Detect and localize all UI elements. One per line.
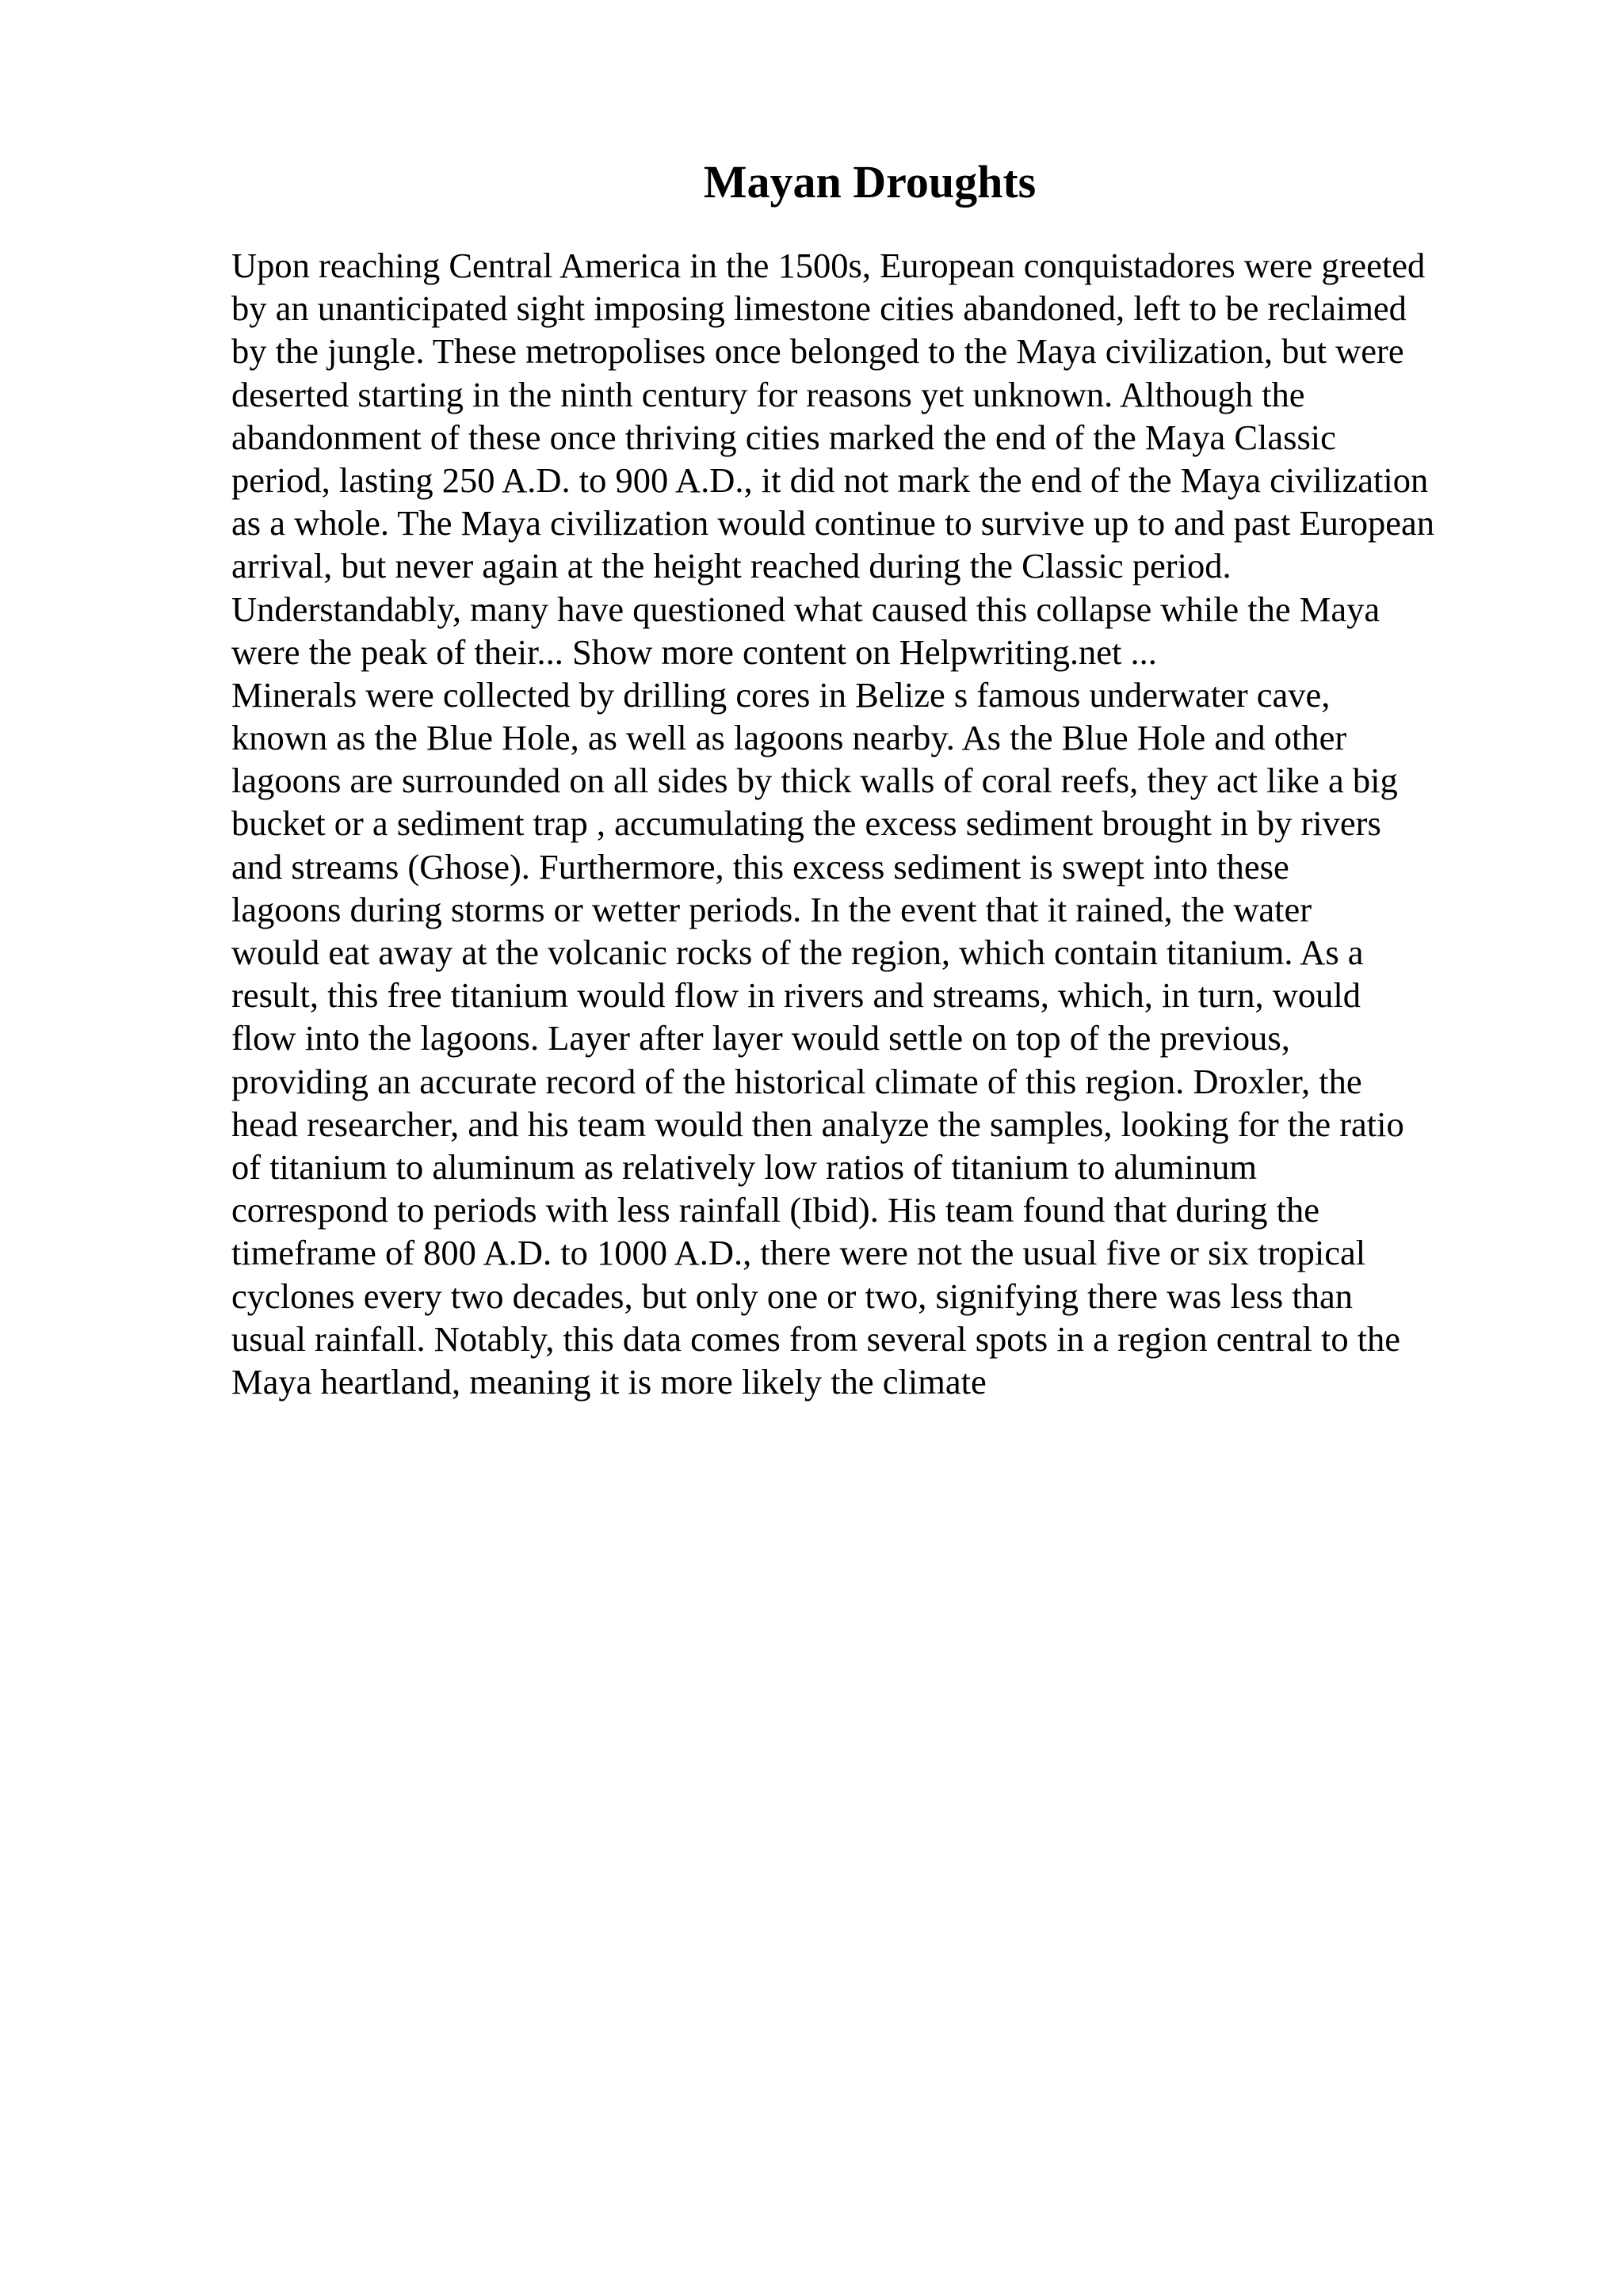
text-line: lagoons are surrounded on all sides by thick walls of coral reefs, they act like a big	[231, 761, 1398, 801]
text-line: by an unanticipated sight imposing limestone cities abandoned, left to be reclaimed	[231, 288, 1407, 329]
text-line: of titanium to aluminum as relatively low ratios of titanium to aluminum	[231, 1146, 1257, 1187]
text-line: result, this free titanium would flow in rivers and streams, which, in turn, would	[231, 975, 1361, 1016]
text-line: bucket or a sediment trap , accumulating the excess sediment brought in by rivers	[231, 803, 1381, 844]
text-line: deserted starting in the ninth century for reasons yet unknown. Although the	[231, 374, 1305, 414]
text-line: known as the Blue Hole, as well as lagoons nearby. As the Blue Hole and other	[231, 718, 1347, 758]
text-line: head researcher, and his team would then analyze the samples, looking for the ratio	[231, 1104, 1404, 1144]
text-line: Understandably, many have questioned what caused this collapse while the Maya	[231, 589, 1381, 629]
text-line: providing an accurate record of the historical climate of this region. Droxler, the	[231, 1061, 1362, 1101]
text-line: Upon reaching Central America in the 1500s, European conquistadores were greeted	[231, 246, 1426, 285]
text-line: timeframe of 800 A.D. to 1000 A.D., there were not the usual five or six tropical	[231, 1233, 1366, 1273]
document-title: Mayan Droughts	[703, 156, 1037, 208]
text-line: Minerals were collected by drilling cores in Belize s famous underwater cave,	[231, 674, 1331, 715]
text-line: correspond to periods with less rainfall (Ibid). His team found that during the	[231, 1190, 1320, 1230]
document-body	[231, 244, 1594, 1403]
text-line: arrival, but never again at the height reached during the Classic period.	[231, 546, 1232, 586]
text-line: abandonment of these once thriving cities marked the end of the Maya Classic	[231, 417, 1336, 457]
text-line: would eat away at the volcanic rocks of the region, which contain titanium. As a	[231, 933, 1364, 972]
text-line: were the peak of their... Show more content on Helpwriting.net ...	[231, 631, 1157, 672]
text-line: period, lasting 250 A.D. to 900 A.D., it did not mark the end of the Maya civilization	[231, 460, 1429, 500]
text-line: by the jungle. These metropolises once belonged to the Maya civilization, but were	[231, 331, 1404, 372]
text-line: usual rainfall. Notably, this data comes from several spots in a region central to the	[231, 1318, 1401, 1359]
text-line: as a whole. The Maya civilization would continue to survive up to and past European	[231, 503, 1434, 543]
text-line: flow into the lagoons. Layer after layer would settle on top of the previous,	[231, 1018, 1290, 1058]
text-line: and streams (Ghose). Furthermore, this excess sediment is swept into these	[231, 846, 1289, 887]
text-line: cyclones every two decades, but only one or two, signifying there was less than	[231, 1276, 1353, 1316]
text-line: Maya heartland, meaning it is more likely the climate	[231, 1361, 987, 1402]
text-line: lagoons during storms or wetter periods. In the event that it rained, the water	[231, 889, 1312, 929]
